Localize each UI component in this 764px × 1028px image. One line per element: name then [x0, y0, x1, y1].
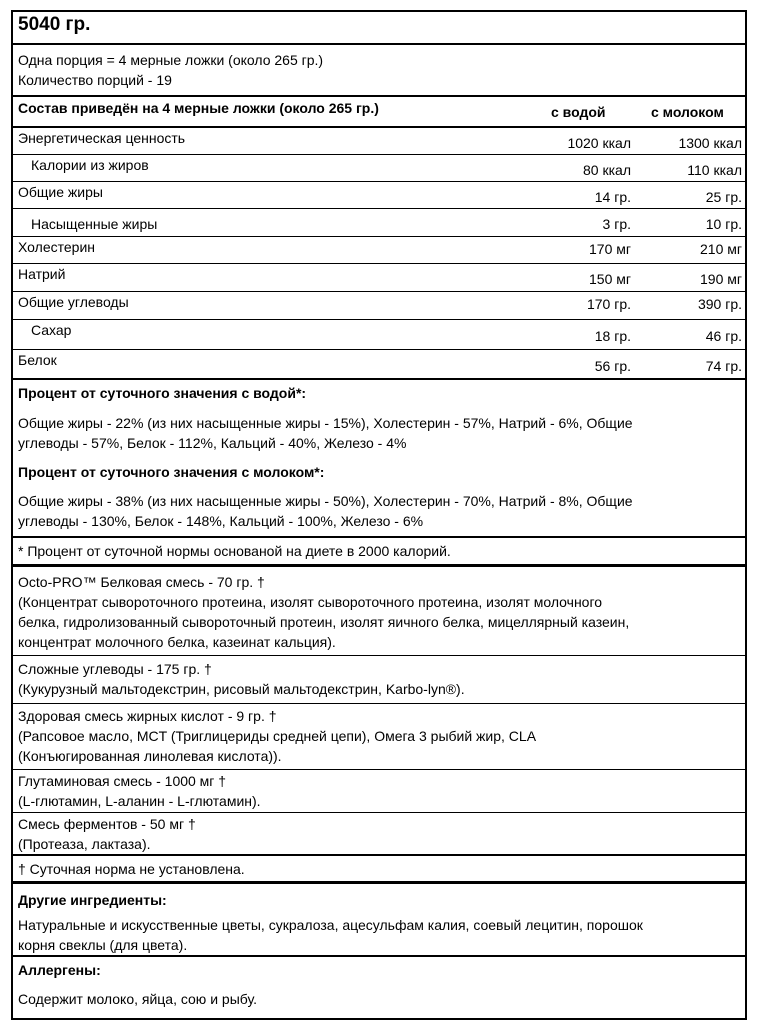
blend-title: Octo-PRO™ Белковая смесь - 70 гр. † [18, 574, 265, 590]
daily-water-line: углеводы - 57%, Белок - 112%, Кальций - 40%, Железо - 4% [18, 435, 407, 451]
table-row: Калории из жиров 80 ккал 110 ккал [13, 155, 745, 182]
table-header-title: Состав приведён на 4 мерные ложки (около 265 гр.) [18, 100, 379, 116]
dagger-note: † Суточная норма не установлена. [18, 861, 245, 877]
daily-milk-line: углеводы - 130%, Белок - 148%, Кальций - 100%, Железо - 6% [18, 513, 424, 529]
daily-milk-title: Процент от суточного значения с молоком*: [18, 464, 325, 480]
daily-milk-line: Общие жиры - 38% (из них насыщенные жиры - 50%), Холестерин - 70%, Натрий - 8%, Общие [18, 493, 633, 509]
other-ingredients-text: корня свеклы (для цвета). [18, 937, 188, 953]
daily-water-title: Процент от суточного значения с водой*: [18, 385, 307, 401]
table-row: Энергетическая ценность 1020 ккал 1300 ккал [13, 128, 745, 155]
daily-values-section [13, 380, 745, 538]
other-ingredients-title: Другие ингредиенты: [18, 892, 167, 908]
nutrition-label [11, 10, 747, 1020]
other-ingredients-text: Натуральные и искусственные цветы, сукралоза, ацесульфам калия, соевый лецитин, порошок [18, 917, 643, 933]
table-row: Сахар 18 гр. 46 гр. [13, 320, 745, 350]
allergens-title: Аллергены: [18, 962, 101, 978]
daily-footnote: * Процент от суточной нормы основаной на диете в 2000 калорий. [18, 543, 451, 559]
allergens-text: Содержит молоко, яйца, сою и рыбу. [18, 991, 257, 1007]
daily-water-line: Общие жиры - 22% (из них насыщенные жиры - 15%), Холестерин - 57%, Натрий - 6%, Общие [18, 415, 633, 431]
blend-title: Здоровая смесь жирных кислот - 9 гр. † [18, 708, 277, 724]
column-milk: с молоком [651, 104, 724, 120]
table-row: Холестерин 170 мг 210 мг [13, 237, 745, 264]
allergens-section [13, 957, 745, 1018]
blend-title: Смесь ферментов - 50 мг † [18, 816, 196, 832]
servings-count: Количество порций - 19 [18, 72, 172, 88]
blend-section: Сложные углеводы - 175 гр. † (Кукурузный мальтодекстрин, рисовый мальтодекстрин, Karbo-lyn®). [13, 656, 745, 704]
daily-footnote-section [13, 538, 745, 567]
blend-section: Здоровая смесь жирных кислот - 9 гр. † (Рапсовое масло, MCT (Триглицериды средней цепи), Омега 3 рыбий жир, CLA (Конъюгированная линолевая кислота)). [13, 704, 745, 770]
blend-section: Смесь ферментов - 50 мг † (Протеаза, лактаза). [13, 813, 745, 856]
dagger-note-section [13, 856, 745, 884]
other-ingredients-section [13, 887, 745, 957]
table-row: Насыщенные жиры 3 гр. 10 гр. [13, 209, 745, 237]
blend-section: Глутаминовая смесь - 1000 мг † (L-глютамин, L-аланин - L-глютамин). [13, 770, 745, 813]
package-weight: 5040 гр. [18, 14, 91, 35]
title-section [13, 12, 745, 45]
table-row: Белок 56 гр. 74 гр. [13, 350, 745, 380]
column-water: с водой [551, 104, 606, 120]
table-row: Общие жиры 14 гр. 25 гр. [13, 182, 745, 209]
serving-section [13, 45, 745, 97]
blend-section: Octo-PRO™ Белковая смесь - 70 гр. † (Концентрат сывороточного протеина, изолят сывороточного протеина, изолят молочного белка, гидролизованный сывороточный протеин, изолят яичного белка, мицеллярный казеин, концентрат молочного белка, казеинат кальция). [13, 570, 745, 656]
serving-size: Одна порция = 4 мерные ложки (около 265 гр.) [18, 52, 324, 68]
blend-title: Глутаминовая смесь - 1000 мг † [18, 773, 227, 789]
table-row: Общие углеводы 170 гр. 390 гр. [13, 292, 745, 320]
blend-title: Сложные углеводы - 175 гр. † [18, 661, 212, 677]
table-header [13, 97, 745, 128]
table-row: Натрий 150 мг 190 мг [13, 264, 745, 292]
